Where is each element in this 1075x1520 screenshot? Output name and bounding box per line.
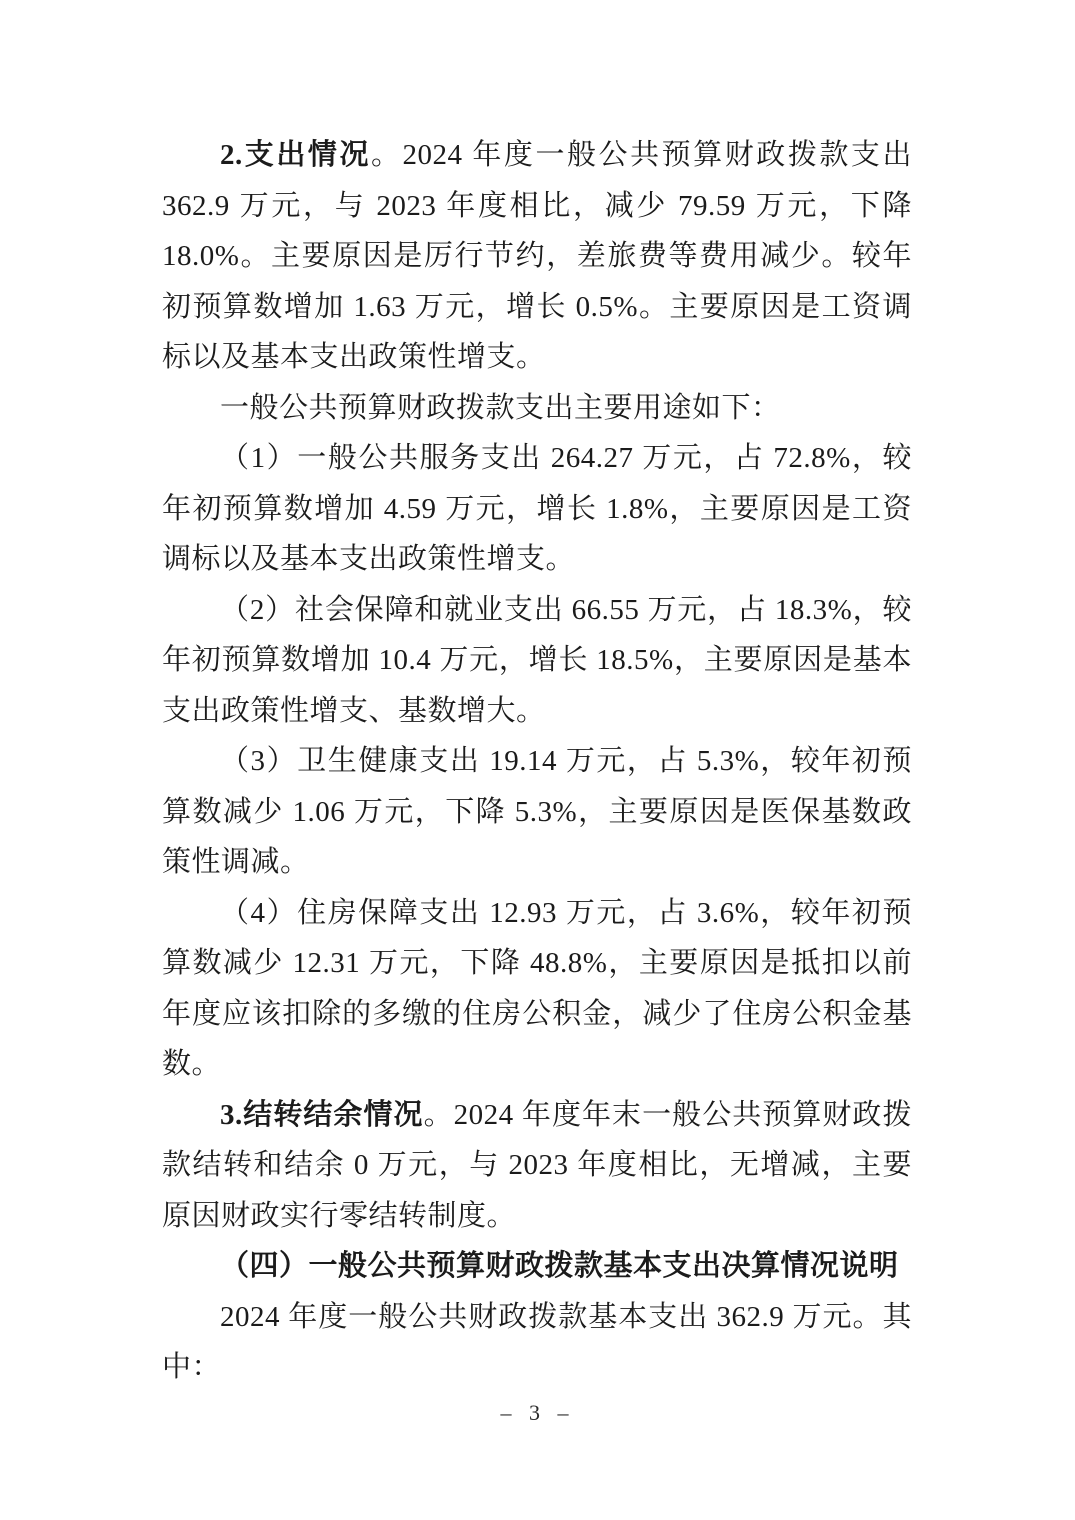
paragraph [162, 1090, 912, 1242]
text-run: 一般公共预算财政拨款支出主要用途如下： [220, 391, 781, 424]
document-body [162, 130, 912, 1393]
text-run: 。2024 年度一般公共预算财政拨款支出 362.9 万元，与 2023 年度相比，减少 79.59 万元，下降 18.0%。主要原因是厉行节约，差旅费等费用减少。较年初预算数增加 1.63 万元，增长 0.5%。主要原因是工资调标以及基本支出政策性增支。 [162, 139, 912, 373]
paragraph [162, 130, 912, 383]
text-run: （3）卫生健康支出 19.14 万元，占 5.3%，较年初预算数减少 1.06 万元，下降 5.3%，主要原因是医保基数政策性调减。 [162, 745, 912, 878]
paragraph [162, 1292, 912, 1393]
text-run: （四）一般公共预算财政拨款基本支出决算情况说明 [220, 1250, 899, 1282]
paragraph [162, 888, 912, 1090]
paragraph [162, 585, 912, 737]
page-number: – 3 – [500, 1400, 575, 1425]
text-run: （4）住房保障支出 12.93 万元，占 3.6%，较年初预算数减少 12.31 万元，下降 48.8%，主要原因是抵扣以前年度应该扣除的多缴的住房公积金，减少了住房公积金基数。 [162, 896, 912, 1080]
text-run: （2）社会保障和就业支出 66.55 万元，占 18.3%，较年初预算数增加 10.4 万元，增长 18.5%，主要原因是基本支出政策性增支、基数增大。 [162, 593, 912, 727]
text-run: 3.结转结余情况 [220, 1098, 424, 1131]
text-run: 。2024 年度年末一般公共预算财政拨款结转和结余 0 万元，与 2023 年度相比，无增减，主要原因财政实行零结转制度。 [162, 1098, 912, 1232]
paragraph [162, 383, 912, 434]
page-footer [0, 1400, 1075, 1426]
text-run: 2.支出情况 [220, 139, 371, 171]
paragraph [162, 736, 912, 888]
paragraph [162, 433, 912, 585]
paragraph [162, 1241, 912, 1292]
text-run: （1）一般公共服务支出 264.27 万元，占 72.8%，较年初预算数增加 4.59 万元，增长 1.8%，主要原因是工资调标以及基本支出政策性增支。 [162, 442, 912, 575]
text-run: 2024 年度一般公共财政拨款基本支出 362.9 万元。其中： [162, 1300, 912, 1383]
